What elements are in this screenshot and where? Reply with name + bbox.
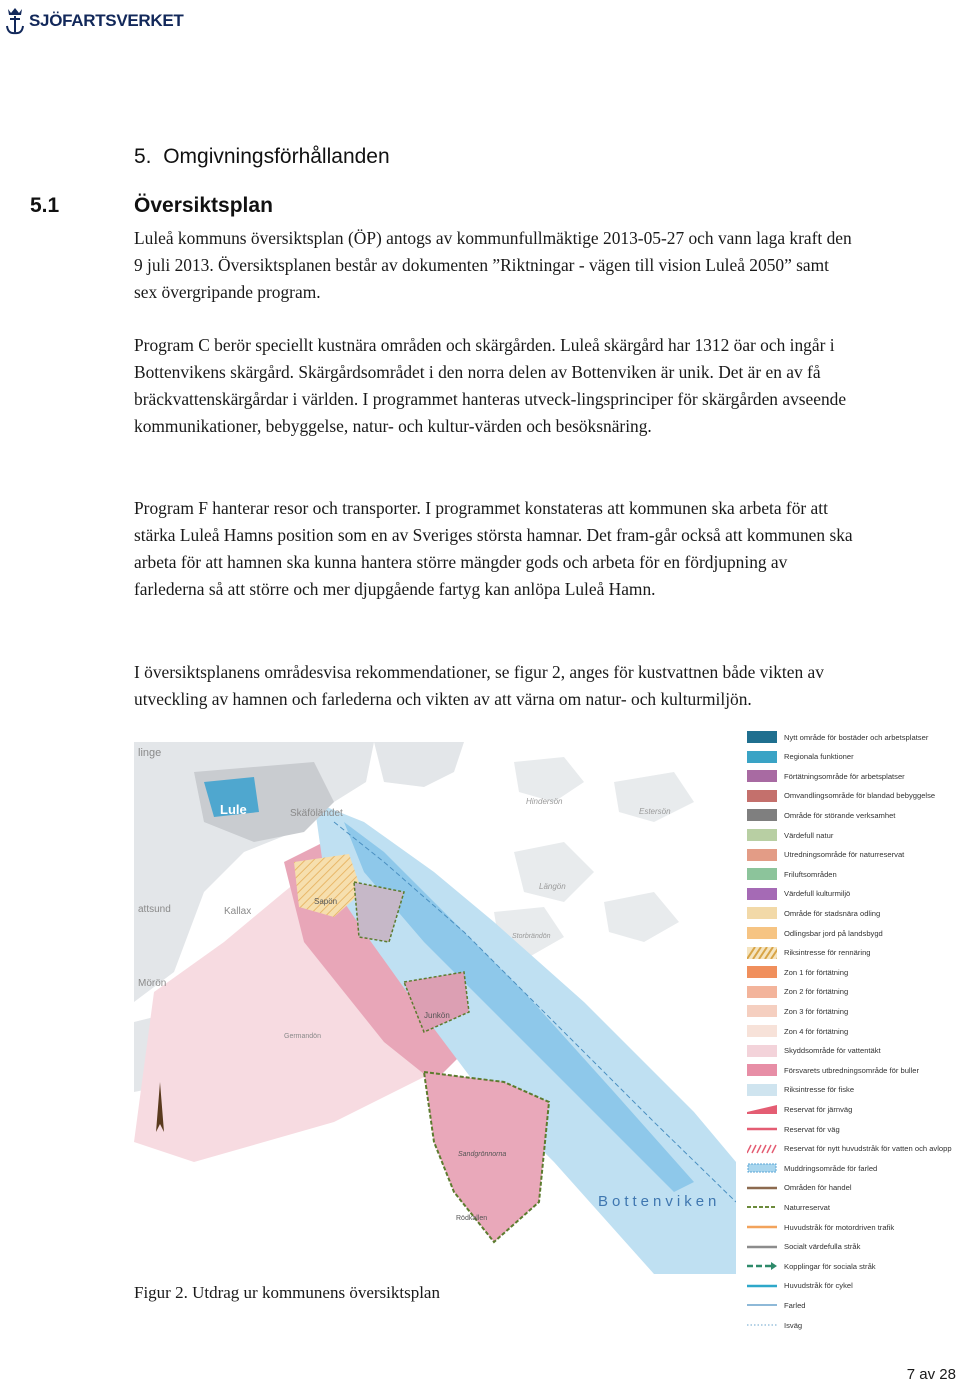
legend-item	[747, 1123, 957, 1135]
map-label-estersön: Estersön	[639, 807, 671, 816]
legend-swatch-icon	[747, 1045, 777, 1057]
logo-wordmark: SJÖFARTSVERKET	[29, 11, 184, 30]
map-label-junkon: Junkön	[424, 1011, 450, 1020]
legend-label: Reservat för väg	[784, 1124, 840, 1134]
legend-item	[747, 1025, 957, 1037]
legend-item	[747, 888, 957, 900]
paragraph-program-f: Program F hanterar resor och transporter. I programmet konstateras att kommunen ska arbeta för att stärka Luleå Hamns position som en av Sveriges största hamnar. Det fram-går också att kommunen ska arbeta för att hamnen ska kunna hantera större mängder gods och arbeta för en fördjupning av farlederna så att större och mer djupgående fartyg kan anlöpa Luleå Hamn.	[134, 498, 853, 599]
map-label-linge: linge	[138, 747, 162, 759]
section-number: 5.	[134, 145, 152, 168]
legend-swatch-icon	[747, 947, 777, 959]
legend-label: Huvudstråk för cykel	[784, 1281, 853, 1291]
map-image	[134, 742, 736, 1274]
paragraph-program-c: Program C berör speciellt kustnära områden och skärgården. Luleå skärgård har 1312 öar och ingår i Bottenvikens skärgård. Skärgårdsområdet i den norra delen av Bottenviken är unik. Det är en av få bräckvattenskärgårdar i världen. I programmet hanteras utveck-lingsprinciper för skärgården avseende kommunikationer, bebyggelse, natur- och kultur-värden och besöksnäring.	[134, 335, 847, 436]
legend-swatch-icon	[747, 986, 777, 998]
legend-label: Omvandlingsområde för blandad bebyggelse	[784, 791, 936, 801]
legend-item	[747, 1280, 957, 1292]
legend-item	[747, 731, 957, 743]
legend-swatch-icon	[747, 1123, 777, 1135]
legend-label: Riksintresse för fiske	[784, 1085, 855, 1095]
map-label-germandon: Germandön	[284, 1033, 321, 1040]
legend-swatch-icon	[747, 1241, 777, 1253]
legend-swatch-icon	[747, 1162, 777, 1174]
legend-swatch-icon	[747, 1299, 777, 1311]
legend-swatch-icon	[747, 1143, 777, 1155]
legend-swatch-icon	[747, 1201, 777, 1213]
legend-swatch-icon	[747, 849, 777, 861]
legend-label: Zon 1 för förtätning	[784, 967, 849, 977]
legend-label: Kopplingar för sociala stråk	[784, 1261, 876, 1271]
legend-swatch-icon	[747, 1005, 777, 1017]
legend-item	[747, 809, 957, 821]
legend-label: Zon 2 för förtätning	[784, 987, 849, 997]
legend-label: Reservat för nytt huvudstråk för vatten och avlopp	[784, 1144, 952, 1154]
legend-item	[747, 849, 957, 861]
legend-item	[747, 1299, 957, 1311]
legend-label: Förtätningsområde för arbetsplatser	[784, 771, 905, 781]
legend-label: Farled	[784, 1300, 806, 1310]
legend-item	[747, 1064, 957, 1076]
legend-item	[747, 1045, 957, 1057]
legend-label: Utredningsområde för naturreservat	[784, 850, 905, 860]
legend-swatch-icon	[747, 1221, 777, 1233]
subsection-heading	[30, 194, 273, 218]
map-label-lulea: Lule	[220, 802, 247, 817]
legend-swatch-icon	[747, 1064, 777, 1076]
section-title: Omgivningsförhållanden	[163, 145, 390, 168]
legend-swatch-icon	[747, 770, 777, 782]
map-label-skaf: Skäföländet	[290, 808, 343, 819]
legend-item	[747, 1143, 957, 1155]
legend-item	[747, 1221, 957, 1233]
legend-item	[747, 1084, 957, 1096]
map-label-langon: Längön	[539, 882, 566, 891]
legend-label: Försvarets utbredningsområde för buller	[784, 1065, 920, 1075]
legend-item	[747, 1241, 957, 1253]
subsection-title: Översiktsplan	[134, 194, 273, 217]
legend-swatch-icon	[747, 1182, 777, 1194]
legend-swatch-icon	[747, 888, 777, 900]
legend-swatch-icon	[747, 1260, 777, 1272]
page-number: 7 av 28	[906, 1366, 956, 1383]
legend-swatch-icon	[747, 1103, 777, 1115]
legend-label: Zon 3 för förtätning	[784, 1006, 849, 1016]
legend-swatch-icon	[747, 1025, 777, 1037]
legend-swatch-icon	[747, 751, 777, 763]
legend-label: Skyddsområde för vattentäkt	[784, 1046, 881, 1056]
legend-label: Område för störande verksamhet	[784, 810, 896, 820]
legend-label: Riksintresse för rennäring	[784, 948, 871, 958]
legend-label: Naturreservat	[784, 1202, 831, 1212]
map-label-attsund: attsund	[138, 904, 171, 915]
legend-swatch-icon	[747, 829, 777, 841]
map-label-storbrandon: Storbrändön	[512, 933, 551, 940]
map-figure	[134, 742, 736, 1274]
legend-item	[747, 966, 957, 978]
legend-label: Muddringsområde för farled	[784, 1163, 878, 1173]
legend-item	[747, 1319, 957, 1331]
legend-label: Socialt värdefulla stråk	[784, 1242, 861, 1252]
map-label-hindersön: Hindersön	[526, 797, 563, 806]
paragraph-oversiktsplan: Luleå kommuns översiktsplan (ÖP) antogs av kommunfullmäktige 2013-05-27 och vann laga kraft den 9 juli 2013. Översiktsplanen består av dokumenten ”Riktningar - vägen till vision Luleå 2050” samt sex övergripande program.	[134, 228, 852, 302]
legend-item	[747, 986, 957, 998]
map-label-sandgronnorna: Sandgrönnorna	[458, 1151, 507, 1158]
legend-swatch-icon	[747, 1280, 777, 1292]
legend-swatch-icon	[747, 966, 777, 978]
legend-item	[747, 770, 957, 782]
map-label-moron: Mörön	[138, 978, 167, 989]
legend-swatch-icon	[747, 868, 777, 880]
map-label-kallax: Kallax	[224, 906, 252, 917]
legend-item	[747, 1182, 957, 1194]
paragraph-rekommendationer: I översiktsplanens områdesvisa rekommendationer, se figur 2, anges för kustvattnen både vikten av utveckling av hamnen och farlederna och vikten av att värna om natur- och kulturmiljön.	[134, 662, 824, 709]
legend-item	[747, 1260, 957, 1272]
legend-label: Nytt område för bostäder och arbetsplatser	[784, 732, 929, 742]
legend-item	[747, 1005, 957, 1017]
legend-swatch-icon	[747, 907, 777, 919]
legend-label: Zon 4 för förtätning	[784, 1026, 849, 1036]
legend-item	[747, 1162, 957, 1174]
legend-label: Regionala funktioner	[784, 752, 854, 762]
legend-label: Värdefull kulturmiljö	[784, 889, 851, 899]
legend-swatch-icon	[747, 790, 777, 802]
map-label-sapon: Sapön	[314, 897, 338, 906]
legend-swatch-icon	[747, 1084, 777, 1096]
subsection-number: 5.1	[30, 194, 60, 217]
legend-item	[747, 790, 957, 802]
header-logo	[4, 6, 184, 36]
legend-swatch-icon	[747, 731, 777, 743]
legend-item	[747, 829, 957, 841]
legend-item	[747, 907, 957, 919]
legend-label: Odlingsbar jord på landsbygd	[784, 928, 883, 938]
section-heading	[134, 145, 390, 169]
map-label-bottenviken: Bottenviken	[598, 1193, 721, 1210]
legend-label: Reservat för järnväg	[784, 1104, 853, 1114]
legend-label: Områden för handel	[784, 1183, 852, 1193]
legend-label: Huvudstråk för motordriven trafik	[784, 1222, 895, 1232]
map-label-rodkallen: Rödkallen	[456, 1215, 488, 1222]
legend-item	[747, 751, 957, 763]
legend-label: Isväg	[784, 1320, 803, 1330]
legend-label: Område för stadsnära odling	[784, 908, 881, 918]
legend-item	[747, 947, 957, 959]
legend-item	[747, 868, 957, 880]
legend-label: Friluftsområden	[784, 869, 837, 879]
legend-swatch-icon	[747, 927, 777, 939]
legend-swatch-icon	[747, 809, 777, 821]
legend-swatch-icon	[747, 1319, 777, 1331]
figure-caption: Figur 2. Utdrag ur kommunens översiktsplan	[134, 1283, 440, 1302]
anchor-crown-icon	[4, 6, 26, 36]
legend-item	[747, 927, 957, 939]
legend-item	[747, 1201, 957, 1213]
legend-item	[747, 1103, 957, 1115]
legend-label: Värdefull natur	[784, 830, 834, 840]
